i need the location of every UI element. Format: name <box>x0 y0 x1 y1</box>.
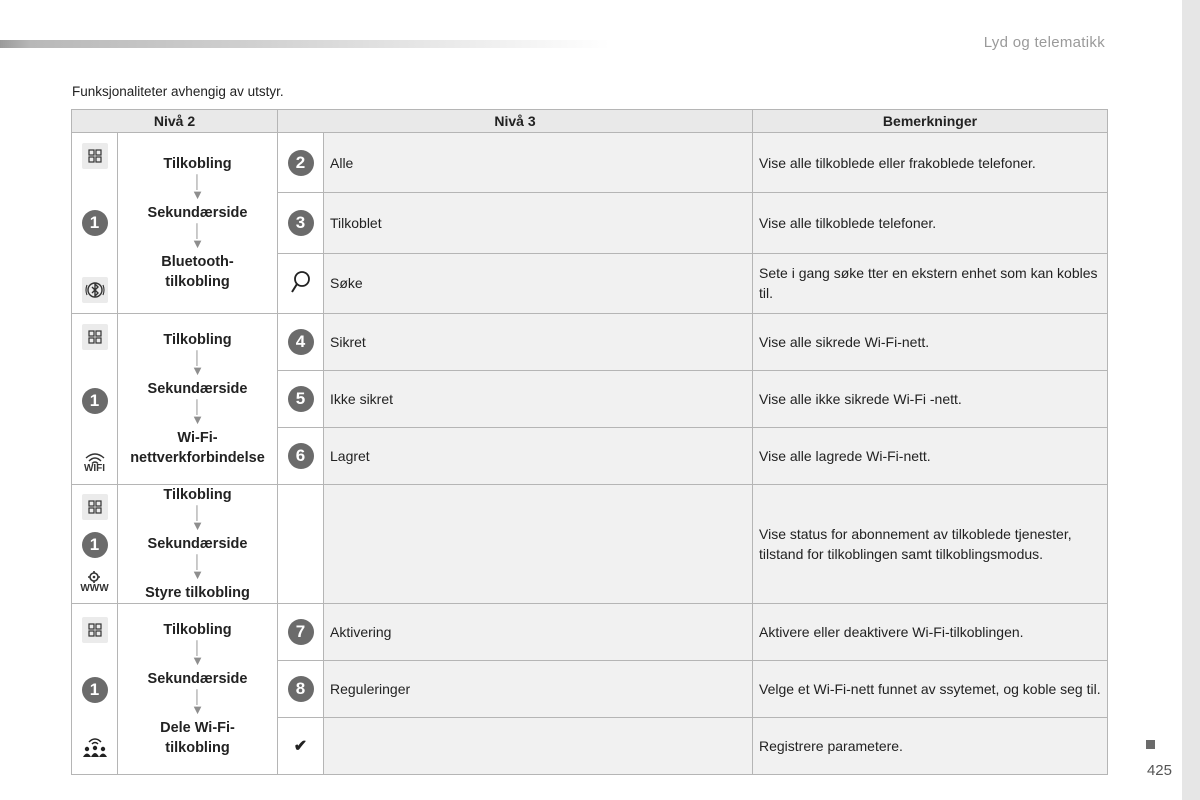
level2-step: Tilkobling <box>163 156 232 172</box>
down-arrow-icon: │ ▼ <box>191 554 204 582</box>
down-arrow-icon: │ ▼ <box>191 505 204 533</box>
level2-step: Sekundærside <box>147 381 248 397</box>
down-arrow-icon: │ ▼ <box>191 640 204 668</box>
down-arrow-icon: │ ▼ <box>191 689 204 717</box>
level2-icons <box>72 314 118 485</box>
marker-cell <box>278 314 324 371</box>
page-number: 425 <box>1146 762 1172 779</box>
table-header-row <box>72 110 1108 133</box>
marker-cell <box>278 133 324 193</box>
remark: Vise status for abonnement av tilkoblede tjenester, tilstand for tilkoblingen samt tilkoblingsmodus. <box>753 485 1108 604</box>
remark: Vise alle sikrede Wi-Fi-nett. <box>753 314 1108 371</box>
level3-label: Aktivering <box>324 604 753 661</box>
step-badge-1: 1 <box>82 210 108 236</box>
search-icon <box>289 269 313 295</box>
marker-cell <box>278 718 324 775</box>
wifi-share-icon <box>82 736 108 761</box>
remark: Registrere parametere. <box>753 718 1108 775</box>
top-decorative-bar <box>0 40 610 48</box>
step-badge-1: 1 <box>82 532 108 558</box>
level2-step: Tilkobling <box>163 332 232 348</box>
level3-label: Reguleringer <box>324 661 753 718</box>
remark: Vise alle ikke sikrede Wi-Fi -nett. <box>753 371 1108 428</box>
step-badge-5: 5 <box>288 386 314 412</box>
level2-path <box>118 133 278 314</box>
level3-label: Lagret <box>324 428 753 485</box>
level2-icons <box>72 485 118 604</box>
marker-cell <box>278 661 324 718</box>
wifi-icon <box>84 452 106 474</box>
menu-grid-icon <box>82 494 108 520</box>
down-arrow-icon: │ ▼ <box>191 174 204 202</box>
marker-cell <box>278 485 324 604</box>
level2-step: Sekundærside <box>147 205 248 221</box>
marker-cell <box>278 371 324 428</box>
step-badge-1: 1 <box>82 677 108 703</box>
level2-step: Tilkobling <box>163 487 232 503</box>
level2-path <box>118 485 278 604</box>
level2-step: Sekundærside <box>147 536 248 552</box>
level3-label: Alle <box>324 133 753 193</box>
down-arrow-icon: │ ▼ <box>191 399 204 427</box>
step-badge-8: 8 <box>288 676 314 702</box>
intro-text: Funksjonaliteter avhengig av utstyr. <box>72 84 284 99</box>
remark: Vise alle tilkoblede eller frakoblede telefoner. <box>753 133 1108 193</box>
level2-step: Dele Wi-Fi- tilkobling <box>160 720 235 756</box>
level2-icons <box>72 604 118 775</box>
step-badge-4: 4 <box>288 329 314 355</box>
menu-grid-icon <box>82 324 108 350</box>
menu-grid-icon <box>82 617 108 643</box>
marker-cell <box>278 253 324 313</box>
step-badge-7: 7 <box>288 619 314 645</box>
step-badge-2: 2 <box>288 150 314 176</box>
col-header-level2: Nivå 2 <box>72 110 278 133</box>
page-marker <box>1146 740 1155 749</box>
remark: Sete i gang søke tter en ekstern enhet som kan kobles til. <box>753 253 1108 313</box>
level3-label <box>324 718 753 775</box>
menu-grid-icon <box>82 143 108 169</box>
wifi-label: WIFI <box>83 463 106 474</box>
level2-icons <box>72 133 118 314</box>
bluetooth-icon <box>82 277 108 303</box>
level2-path <box>118 604 278 775</box>
level2-step: Tilkobling <box>163 622 232 638</box>
step-badge-3: 3 <box>288 210 314 236</box>
remark: Vise alle lagrede Wi-Fi-nett. <box>753 428 1108 485</box>
marker-cell <box>278 193 324 253</box>
remark: Velge et Wi-Fi-nett funnet av ssytemet, og koble seg til. <box>753 661 1108 718</box>
table-row <box>72 485 1108 604</box>
level2-step: Sekundærside <box>147 671 248 687</box>
remark: Vise alle tilkoblede telefoner. <box>753 193 1108 253</box>
www-settings-icon <box>80 570 108 594</box>
col-header-remarks: Bemerkninger <box>753 110 1108 133</box>
remark: Aktivere eller deaktivere Wi-Fi-tilkoblingen. <box>753 604 1108 661</box>
section-title: Lyd og telematikk <box>983 34 1105 51</box>
step-badge-1: 1 <box>82 388 108 414</box>
www-label: WWW <box>80 583 109 594</box>
level2-step: Bluetooth- tilkobling <box>161 254 234 290</box>
functions-table <box>71 109 1108 775</box>
down-arrow-icon: │ ▼ <box>191 223 204 251</box>
down-arrow-icon: │ ▼ <box>191 350 204 378</box>
level3-label: Ikke sikret <box>324 371 753 428</box>
marker-cell <box>278 604 324 661</box>
table-row <box>72 314 1108 371</box>
col-header-level3: Nivå 3 <box>278 110 753 133</box>
table-row <box>72 133 1108 193</box>
check-icon: ✔ <box>293 738 308 755</box>
level2-step: Styre tilkobling <box>145 585 250 601</box>
level2-step: Wi-Fi- nettverkforbindelse <box>130 430 265 466</box>
level3-label: Sikret <box>324 314 753 371</box>
level3-label: Søke <box>324 253 753 313</box>
level3-label: Tilkoblet <box>324 193 753 253</box>
level3-label <box>324 485 753 604</box>
step-badge-6: 6 <box>288 443 314 469</box>
level2-path <box>118 314 278 485</box>
table-row <box>72 604 1108 661</box>
side-strip <box>1182 0 1200 800</box>
marker-cell <box>278 428 324 485</box>
